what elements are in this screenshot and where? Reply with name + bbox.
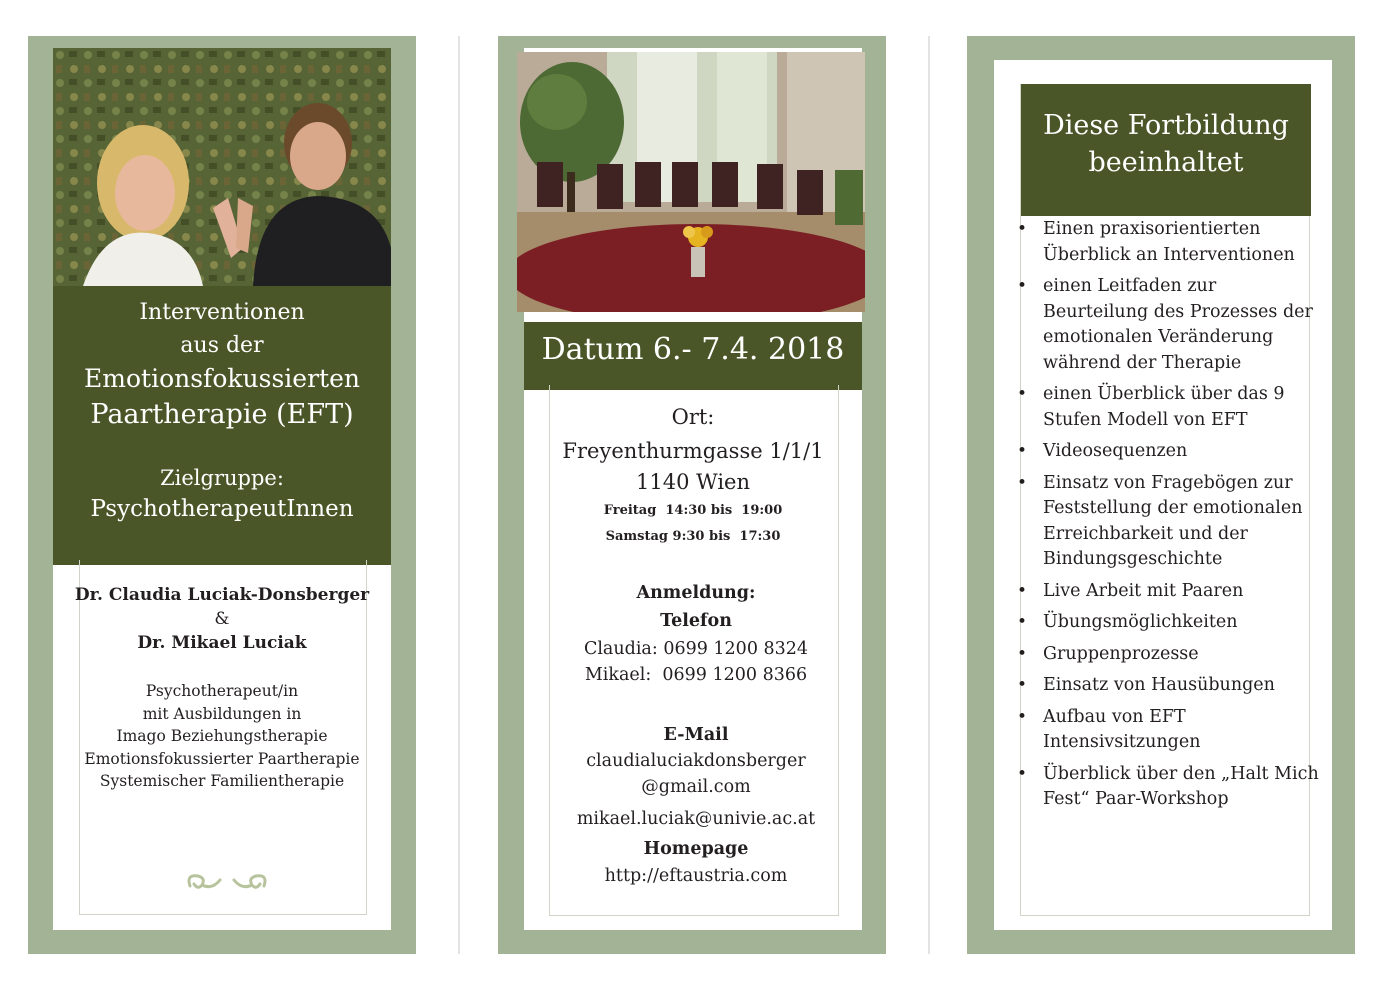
- list-item: • Einsatz von Hausübungen: [1019, 673, 1319, 699]
- venue-block: [524, 402, 862, 550]
- contents-heading-box: [1021, 84, 1311, 216]
- contents-heading-line-2: beeinhaltet: [1088, 147, 1244, 178]
- list-item: • Einsatz von Fragebögen zur Feststellung der emotionalen Erreichbarkeit und der Bindungsgeschichte: [1019, 471, 1319, 573]
- list-item: • einen Überblick über das 9 Stufen Modell von EFT: [1019, 382, 1319, 433]
- list-item: • Gruppenprozesse: [1019, 642, 1319, 668]
- title-line-1: Interventionen: [139, 300, 305, 325]
- contact-block: [527, 580, 865, 888]
- title-line-3: Emotionsfokussierten: [84, 364, 360, 393]
- phone-claudia[interactable]: Claudia: 0699 1200 8324: [583, 639, 809, 659]
- qualification: mit Ausbildungen in: [142, 704, 302, 723]
- author-amp: &: [214, 609, 230, 629]
- telefon-label: Telefon: [660, 611, 732, 631]
- list-item: • Live Arbeit mit Paaren: [1019, 579, 1319, 605]
- time-friday: Freitag 14:30 bis 19:00: [603, 503, 783, 518]
- homepage-link[interactable]: http://eftaustria.com: [604, 866, 788, 886]
- fold-divider-1: [458, 36, 460, 954]
- homepage-label: Homepage: [643, 839, 749, 859]
- time-saturday: Samstag 9:30 bis 17:30: [605, 529, 781, 544]
- email-label: E-Mail: [663, 725, 729, 745]
- title-box: [53, 286, 391, 565]
- contents-heading-line-1: Diese Fortbildung: [1043, 110, 1289, 141]
- phone-mikael[interactable]: Mikael: 0699 1200 8366: [584, 665, 808, 685]
- author-2: Dr. Mikael Luciak: [137, 633, 307, 653]
- list-item: • Einen praxisorientierten Überblick an Interventionen: [1019, 217, 1319, 268]
- list-item: • Überblick über den „Halt Mich Fest“ Paar-Workshop: [1019, 762, 1319, 813]
- anmeldung-label: Anmeldung:: [636, 583, 756, 603]
- date-box: [524, 322, 862, 390]
- couple-photo: [53, 48, 391, 286]
- qualification: Imago Beziehungstherapie: [116, 727, 328, 745]
- address-line-1: Freyenthurmgasse 1/1/1: [562, 439, 824, 463]
- target-label: Zielgruppe:: [160, 466, 284, 490]
- qualification: Psychotherapeut/in: [145, 682, 299, 700]
- event-date: Datum 6.- 7.4. 2018: [541, 332, 845, 367]
- email-mikael[interactable]: mikael.luciak@univie.ac.at: [576, 809, 816, 829]
- list-item: • Aufbau von EFT Intensivsitzungen: [1019, 705, 1319, 756]
- author-1: Dr. Claudia Luciak-Donsberger: [74, 585, 370, 605]
- email-claudia-line-1[interactable]: claudialuciakdonsberger: [586, 751, 806, 771]
- list-item: • Übungsmöglichkeiten: [1019, 610, 1319, 636]
- contents-list: [1019, 217, 1319, 819]
- ort-label: Ort:: [671, 405, 715, 429]
- qualification: Systemischer Familientherapie: [99, 772, 345, 790]
- email-claudia-line-2[interactable]: @gmail.com: [641, 777, 751, 797]
- qualifications: [53, 680, 391, 793]
- list-item: • Videosequenzen: [1019, 439, 1319, 465]
- authors-block: [53, 583, 391, 656]
- flourish-ornament-icon: [184, 868, 270, 894]
- target-value: PsychotherapeutInnen: [90, 496, 354, 522]
- address-line-2: 1140 Wien: [635, 470, 750, 494]
- qualification: Emotionsfokussierter Paartherapie: [84, 749, 360, 768]
- title-line-2: aus der: [180, 333, 264, 358]
- list-item: • einen Leitfaden zur Beurteilung des Prozesses der emotionalen Veränderung während der Therapie: [1019, 274, 1319, 376]
- fold-divider-2: [928, 36, 930, 954]
- room-photo: [517, 52, 865, 312]
- title-big: Paartherapie (EFT): [90, 399, 354, 430]
